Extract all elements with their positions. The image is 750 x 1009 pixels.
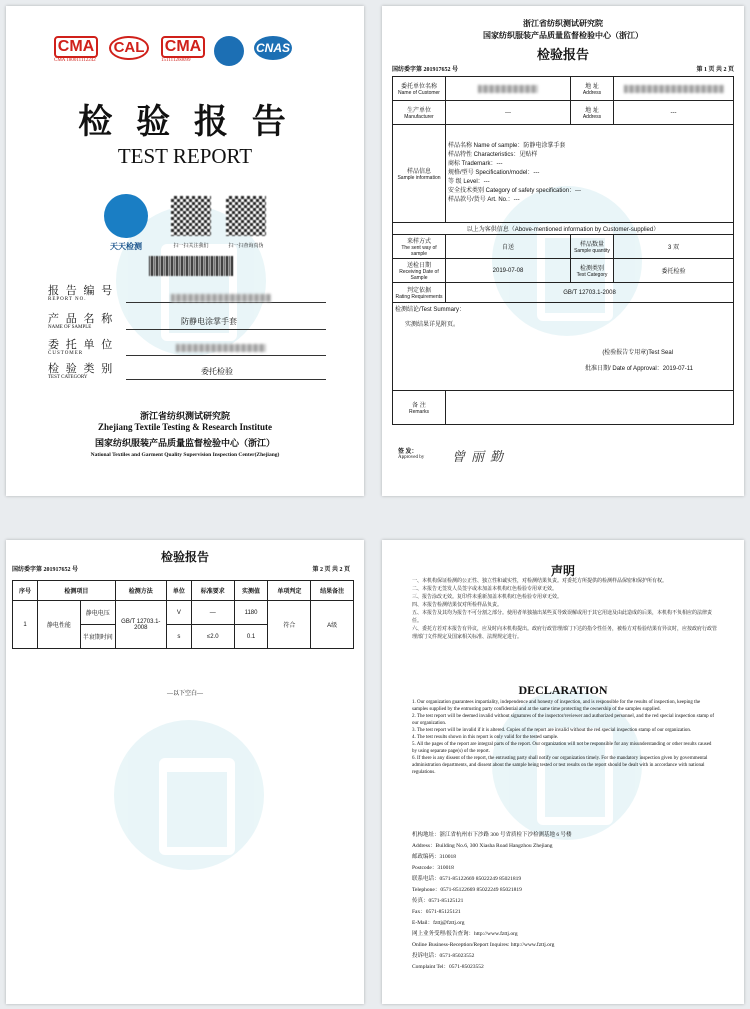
field-label-en: TEST CATEGORY — [48, 375, 88, 380]
sample-line: 规格/型号 Specification/model：--- — [448, 170, 540, 176]
col-header: 结果备注 — [311, 581, 354, 601]
field-label: 委 托 单 位 — [48, 339, 115, 351]
summary-cell — [393, 303, 734, 391]
declaration-en-item: 4. The test results shown in this report is only valid for the tested sample. — [412, 735, 559, 740]
declaration-en-item: 6. If there is any dissent of the report, the entrusting party shall notify our organization timely. For the mandatory inspection given by governmental administration departments, and dissent about the sample being tested or test results on the report should be dealt with in accordance with national regulations. — [412, 756, 708, 775]
cell-method: GB/T 12703.1-2008 — [115, 601, 166, 649]
cell-item: 静电性能 — [38, 601, 81, 649]
cell-label: 备 注 — [412, 403, 426, 409]
field-label-en: NAME OF SAMPLE — [48, 325, 92, 330]
col-header: 标准要求 — [191, 581, 234, 601]
cell-label: 样品信息 — [406, 169, 431, 175]
org-name-cn: 浙江省纺织测试研究院 — [139, 411, 230, 421]
cell-label: 样品数量 — [579, 242, 604, 248]
field-label-en: REPORT NO. — [48, 297, 87, 302]
cell-label-en: The sent way of sample — [401, 245, 437, 257]
declaration-title-en: DECLARATION — [518, 683, 608, 697]
cell-value: --- — [446, 101, 571, 125]
cell-label-en: Remarks — [408, 409, 429, 415]
p1-header-1: 浙江省纺织测试研究院 — [523, 19, 603, 28]
qr-caption-follow: 扫一扫关注我们 — [173, 243, 209, 249]
approved-by — [398, 446, 424, 460]
contact-line: Postcode：310018 — [412, 865, 454, 871]
declaration-cn-item: 六、委托方若对本报告有异议，应及时向本机构提出。政府行政管理部门下达的指令性任务，被检方对检验结果有异议时，应按政府行政管理部门文件规定及国家相关标准、法规规定进行。 — [412, 627, 718, 640]
redacted-value — [171, 294, 271, 302]
cell-label: 来样方式 — [406, 239, 431, 245]
cell-label-en: Name of Customer — [398, 90, 440, 96]
cell-label: 判定依据 — [406, 288, 431, 294]
declaration-en-item: 5. All the pages of the report are integral parts of the report. Our organization will not be responsible for any misunderstanding or other results caused by using separate page(s) of the report. — [412, 742, 712, 754]
redacted-value — [176, 344, 266, 352]
cal-logo: CAL — [109, 36, 149, 64]
cover-title-cn: 检 验 报 告 — [78, 102, 292, 142]
field-value: 委托检验 — [201, 367, 233, 376]
qr-code-verify — [226, 196, 266, 236]
cell-label-en: Address — [582, 90, 602, 96]
cell-label: 生产单位 — [406, 108, 431, 114]
org-name-en: Zhejiang Textile Testing & Research Institute — [97, 422, 273, 432]
field-value: 防静电涂掌手套 — [181, 317, 237, 326]
barcode — [149, 256, 233, 276]
center-name-en: National Textiles and Garment Quality Supervision Inspection Center(Zhejiang) — [90, 452, 280, 458]
cell-subitem: 静电电压 — [80, 601, 115, 625]
cell-value: --- — [614, 101, 734, 125]
cell-judge: 符合 — [268, 601, 311, 649]
contact-line: 邮政编码：310018 — [412, 854, 457, 860]
cell-label: 送检日期 — [406, 263, 431, 269]
field-label-en: CUSTOMER — [48, 351, 84, 356]
p2-results-table — [12, 580, 354, 649]
contact-line: Complaint Tel：0571-85023552 — [412, 964, 484, 970]
sample-line: 样品特性 Characteristics：见贴样 — [448, 152, 538, 158]
sample-line: 等 级 Level：--- — [448, 179, 490, 185]
redacted-value — [478, 85, 538, 93]
declaration-cn-item: 二、本报告无签发人员签字或未加盖本机构红色检验专用章无效。 — [412, 587, 558, 592]
p1-info-table — [392, 76, 734, 425]
cell-label-en: Address — [582, 114, 602, 120]
qr-code-follow — [171, 196, 211, 236]
p1-title: 检验报告 — [536, 47, 589, 62]
cma-logo-1: CMA CMA 180011112242 — [54, 36, 98, 64]
supplied-note: 以上为客供信息（Above-mentioned information by Customer-supplied） — [393, 223, 734, 235]
cell-value: 3 双 — [614, 235, 734, 259]
signature: 曾丽勤 — [452, 449, 510, 464]
sample-line: 商标 Trademark：--- — [448, 161, 503, 167]
cell-subitem: 半衰期时间 — [80, 625, 115, 649]
field-label: 检 验 类 别 — [48, 363, 115, 375]
cell-label-en: Sample information — [397, 175, 441, 181]
cell-label-en: Test Category — [576, 272, 608, 278]
declaration-title-cn: 声明 — [550, 564, 575, 578]
cell-value: 1180 — [234, 601, 268, 625]
cma-logo-2: CMA 151111260099 — [161, 36, 205, 64]
cell-value: 0.1 — [234, 625, 268, 649]
cell-unit: V — [166, 601, 191, 625]
field-label: 报 告 编 号 — [48, 285, 115, 297]
declaration-cn-list — [412, 578, 717, 642]
cell-req: ≤2.0 — [191, 625, 234, 649]
declaration-cn-item: 三、报告涂改无效。复印件未重新加盖本机构红色检验专用章无效。 — [412, 595, 563, 600]
cell-remark: A级 — [311, 601, 354, 649]
cell-unit: s — [166, 625, 191, 649]
cover-page — [6, 6, 364, 496]
declaration-cn-item: 一、本机构保证检测的公正性、独立性和诚实性，对检测结果负责。对委托方所提供的检测样品保密和保护所有权。 — [412, 579, 668, 584]
brand-name: 天天检测 — [110, 242, 142, 251]
declaration-page — [382, 540, 744, 1004]
redacted-value — [624, 85, 724, 93]
declaration-en-item: 3. The test report will be invalid if it is altered. Copies of the report are invalid without the red special inspection stamp of our organization. — [412, 728, 692, 733]
contact-line: E-Mail：fzttj@fzttj.org — [412, 920, 465, 926]
approved-label: 签 发： — [398, 449, 418, 455]
approval-date: 批准日期/ Date of Approval：2019-07-11 — [585, 366, 693, 372]
cell-label: 检测类别 — [579, 266, 604, 272]
declaration-en-list — [412, 699, 717, 776]
report-page-2 — [6, 540, 364, 1004]
blank-below-marker: —以下空白— — [166, 691, 203, 697]
contact-line: 网上业务受理/报告查询：http://www.fzttj.org — [412, 931, 518, 937]
p2-page: 第 2 页 共 2 页 — [312, 567, 350, 573]
contact-line: Address：Building No.6, 300 Xiasha Road Hangzhou Zhejiang — [412, 843, 553, 849]
cell-label: 地 址 — [585, 108, 599, 114]
declaration-cn-item: 四、本报告检测结果仅对所检样品负责。 — [412, 603, 503, 608]
cnas-logo: CNAS — [254, 36, 324, 64]
table-row — [13, 601, 354, 625]
cover-title-en: TEST REPORT — [117, 144, 253, 168]
summary-label: 检测结论/Test Summary： — [395, 307, 466, 313]
cell-label-en: Receiving Date of Sample — [399, 269, 439, 281]
cell-no: 1 — [13, 601, 38, 649]
col-header: 序号 — [13, 581, 38, 601]
declaration-en-item: 1. Our organization guarantees impartiality, independence and honesty of inspection, and is responsible for the results of inspection, keeping the samples supplied by the entrusting party confidential and at the same time protecting the ownership of the samples supplied. — [412, 700, 701, 712]
summary-text: 实测结果详见附页。 — [405, 322, 460, 328]
col-header: 单项判定 — [268, 581, 311, 601]
cell-value: GB/T 12703.1-2008 — [446, 283, 734, 303]
contact-info — [412, 830, 722, 973]
sample-line: 安全技术类别 Category of safety specification：--- — [448, 188, 582, 194]
declaration-en-item: 2. The test report will be deemed invalid without signatures of the inspector/reviewer and authorized personnel, and the red special inspection stamp of our organization. — [412, 714, 715, 726]
cell-value: 2019-07-08 — [446, 259, 571, 283]
cell-label-en: Manufacturer — [404, 114, 434, 120]
contact-line: Telephone：0571-85122669 85022249 85021819 — [412, 887, 522, 893]
contact-line: 投诉电话：0571-85023552 — [412, 953, 475, 959]
col-header: 实测值 — [234, 581, 268, 601]
p1-header-2: 国家纺织服装产品质量监督检验中心（浙江） — [483, 31, 643, 40]
col-header: 单位 — [166, 581, 191, 601]
cell-label: 地 址 — [585, 84, 599, 90]
p2-report-no: 国纺委字第 201917652 号 — [12, 567, 79, 573]
p2-title: 检验报告 — [160, 550, 209, 564]
cell-label-en: Rating Requirements — [395, 294, 443, 300]
watermark — [114, 720, 264, 870]
p1-page: 第 1 页 共 2 页 — [696, 67, 734, 73]
seal-label: (检验报告专用章)Test Seal — [602, 350, 673, 356]
p1-report-no: 国纺委字第 201917652 号 — [392, 67, 459, 73]
contact-line: Online Business-Reception/Report Inquires: http://www.fzttj.org — [412, 942, 555, 948]
contact-line: 联系电话：0571-85122669 85022249 85021819 — [412, 876, 522, 882]
cell-label-en: Sample quantity — [574, 248, 610, 254]
sample-line: 样品款号/货号 Art. No.：--- — [448, 197, 520, 203]
qr-caption-verify: 扫一扫查询真伪 — [228, 243, 264, 249]
brand-logo-icon — [104, 194, 148, 238]
col-header: 检测方法 — [115, 581, 166, 601]
sample-line: 样品名称 Name of sample：防静电涂掌手套 — [448, 143, 566, 149]
declaration-cn-item: 五、本报告及其均为报告不可分割之部分。使用者单独抽出某些页导致误解或用于其它用途及由此造成的后果，本机构不负相应的法律责任。 — [412, 611, 713, 624]
cell-label: 委托单位名称 — [400, 84, 437, 90]
cell-req: — — [191, 601, 234, 625]
report-page-1 — [382, 6, 744, 496]
sample-info-cell — [446, 125, 734, 223]
center-name-cn: 国家纺织服装产品质量监督检验中心（浙江） — [94, 438, 275, 448]
contact-line: Fax：0571-85125121 — [412, 909, 461, 915]
cell-value: 自送 — [446, 235, 571, 259]
approved-label-en: Approved by — [398, 455, 425, 460]
contact-line: 传真：0571-85125121 — [412, 898, 464, 904]
contact-line: 机构地址：浙江省杭州市下沙路 300 号省质检下沙检测基地 6 号楼 — [412, 832, 572, 838]
cell-value: 委托检验 — [614, 259, 734, 283]
ilac-logo — [214, 36, 244, 66]
field-label: 产 品 名 称 — [48, 313, 115, 325]
col-header: 检测项目 — [38, 581, 116, 601]
